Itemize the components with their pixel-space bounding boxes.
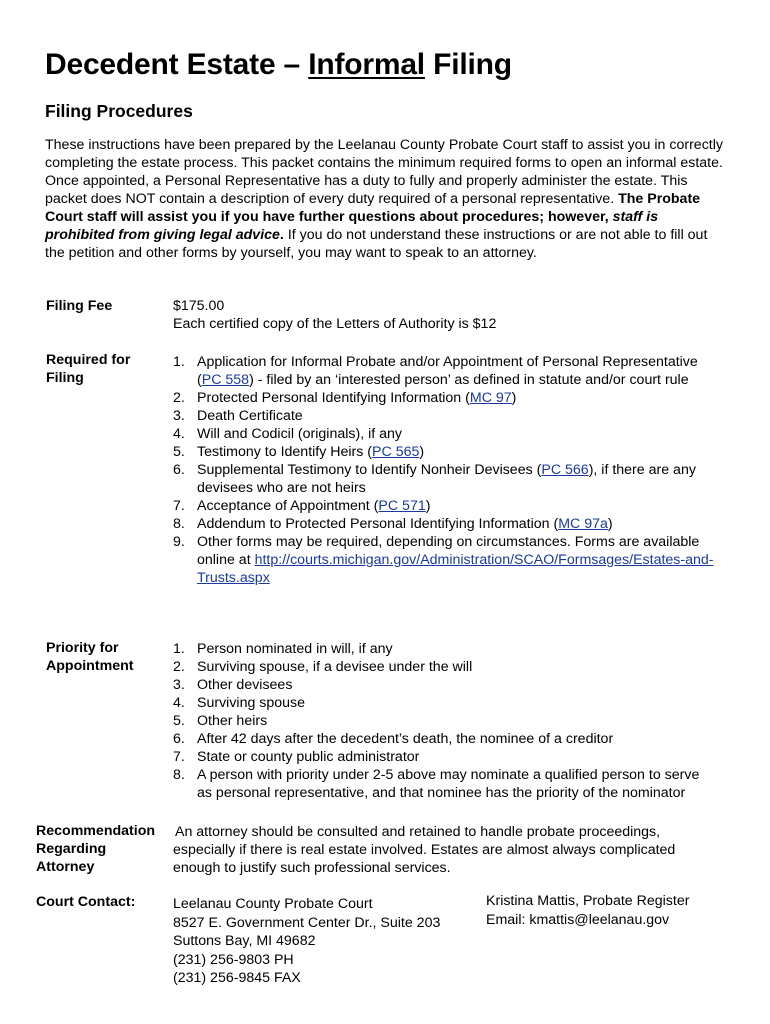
court-name: Leelanau County Probate Court bbox=[173, 896, 373, 912]
priority-list bbox=[173, 640, 703, 802]
form-link-mc97[interactable]: MC 97 bbox=[469, 390, 512, 406]
page-title: Decedent Estate – Informal Filing bbox=[45, 48, 512, 81]
list-item: 5. Testimony to Identify Heirs (PC 565) bbox=[173, 444, 425, 460]
form-link-pc558[interactable]: PC 558 bbox=[201, 372, 250, 388]
list-item: 8. A person with priority under 2-5 above may nominate a qualified person to serve as personal representative, and that nominee has the priority of the nominator bbox=[173, 767, 700, 801]
court-address-block bbox=[173, 895, 440, 988]
list-item: 3. Death Certificate bbox=[173, 408, 303, 424]
register-email[interactable]: Email: kmattis@leelanau.gov bbox=[486, 911, 670, 928]
filing-fee-amount: $175.00 bbox=[173, 298, 225, 314]
court-address-line1: 8527 E. Government Center Dr., Suite 203 bbox=[173, 914, 441, 931]
register-block bbox=[486, 892, 689, 929]
list-item: 2. Protected Personal Identifying Information (MC 97) bbox=[173, 390, 517, 406]
priority-label: Priority for Appointment bbox=[46, 640, 134, 674]
required-label: Required for Filing bbox=[46, 352, 131, 386]
filing-fee-note: Each certified copy of the Letters of Authority is $12 bbox=[173, 316, 497, 332]
form-link-pc566[interactable]: PC 566 bbox=[541, 462, 589, 478]
recommendation-label: Recommendation Regarding Attorney bbox=[36, 823, 156, 875]
list-item: 1. Application for Informal Probate and/or Appointment of Personal Representative (PC 558) - filed by an ‘interested person’ as defined in statute and/or court rule bbox=[173, 354, 698, 388]
form-link-pc571[interactable]: PC 571 bbox=[378, 498, 426, 514]
court-address-line2: Suttons Bay, MI 49682 bbox=[173, 933, 316, 949]
list-item: 3. Other devisees bbox=[173, 677, 293, 693]
list-item: 5. Other heirs bbox=[173, 713, 268, 729]
court-phone: (231) 256-9803 PH bbox=[173, 951, 294, 968]
court-contact-label: Court Contact: bbox=[36, 894, 136, 910]
court-fax: (231) 256-9845 FAX bbox=[173, 970, 301, 986]
form-link-pc565[interactable]: PC 565 bbox=[372, 444, 420, 460]
required-forms-list bbox=[173, 353, 718, 587]
filing-fee-label: Filing Fee bbox=[46, 298, 113, 314]
section-heading: Filing Procedures bbox=[45, 101, 193, 121]
register-name: Kristina Mattis, Probate Register bbox=[486, 893, 690, 909]
list-item: 4. Will and Codicil (originals), if any bbox=[173, 426, 402, 442]
recommendation-text: An attorney should be consulted and retained to handle probate proceedings, especially if there is real estate involved. Estates are almost always complicated enough to justify such professional services. bbox=[173, 824, 676, 876]
list-item: 6. Supplemental Testimony to Identify Nonheir Devisees (PC 566), if there are any devisees who are not heirs bbox=[173, 462, 696, 496]
list-item: 9. Other forms may be required, depending on circumstances. Forms are available online at http://courts.michigan.gov/Administration/SCAO/Formsages/Estates-and-Trusts.aspx bbox=[173, 534, 714, 586]
list-item: 4. Surviving spouse bbox=[173, 695, 306, 711]
title-underlined-word: Informal bbox=[308, 48, 425, 81]
list-item: 1. Person nominated in will, if any bbox=[173, 641, 393, 657]
list-item: 2. Surviving spouse, if a devisee under the will bbox=[173, 659, 473, 675]
form-link-mc97a[interactable]: MC 97a bbox=[558, 516, 608, 532]
intro-paragraph: These instructions have been prepared by the Leelanau County Probate Court staff to assist you in correctly completing the estate process. This packet contains the minimum required forms to open an informal estate. Once appointed, a Personal Representative has a duty to fully and properly administer the estate. This packet does NOT contain a description of every duty required of a personal representative. The Probate Court staff will assist you if you have further questions about procedures; however, staff is prohibited from giving legal advice. If you do not understand these instructions or are not able to fill out the petition and other forms by yourself, you may want to speak to an attorney. bbox=[45, 137, 723, 261]
list-item: 8. Addendum to Protected Personal Identifying Information (MC 97a) bbox=[173, 516, 613, 532]
forms-website-link[interactable]: http://courts.michigan.gov/Administration/SCAO/Formsages/Estates-and-Trusts.aspx bbox=[197, 552, 714, 586]
list-item: 6. After 42 days after the decedent’s death, the nominee of a creditor bbox=[173, 731, 614, 747]
list-item: 7. Acceptance of Appointment (PC 571) bbox=[173, 498, 431, 514]
list-item: 7. State or county public administrator bbox=[173, 749, 420, 765]
